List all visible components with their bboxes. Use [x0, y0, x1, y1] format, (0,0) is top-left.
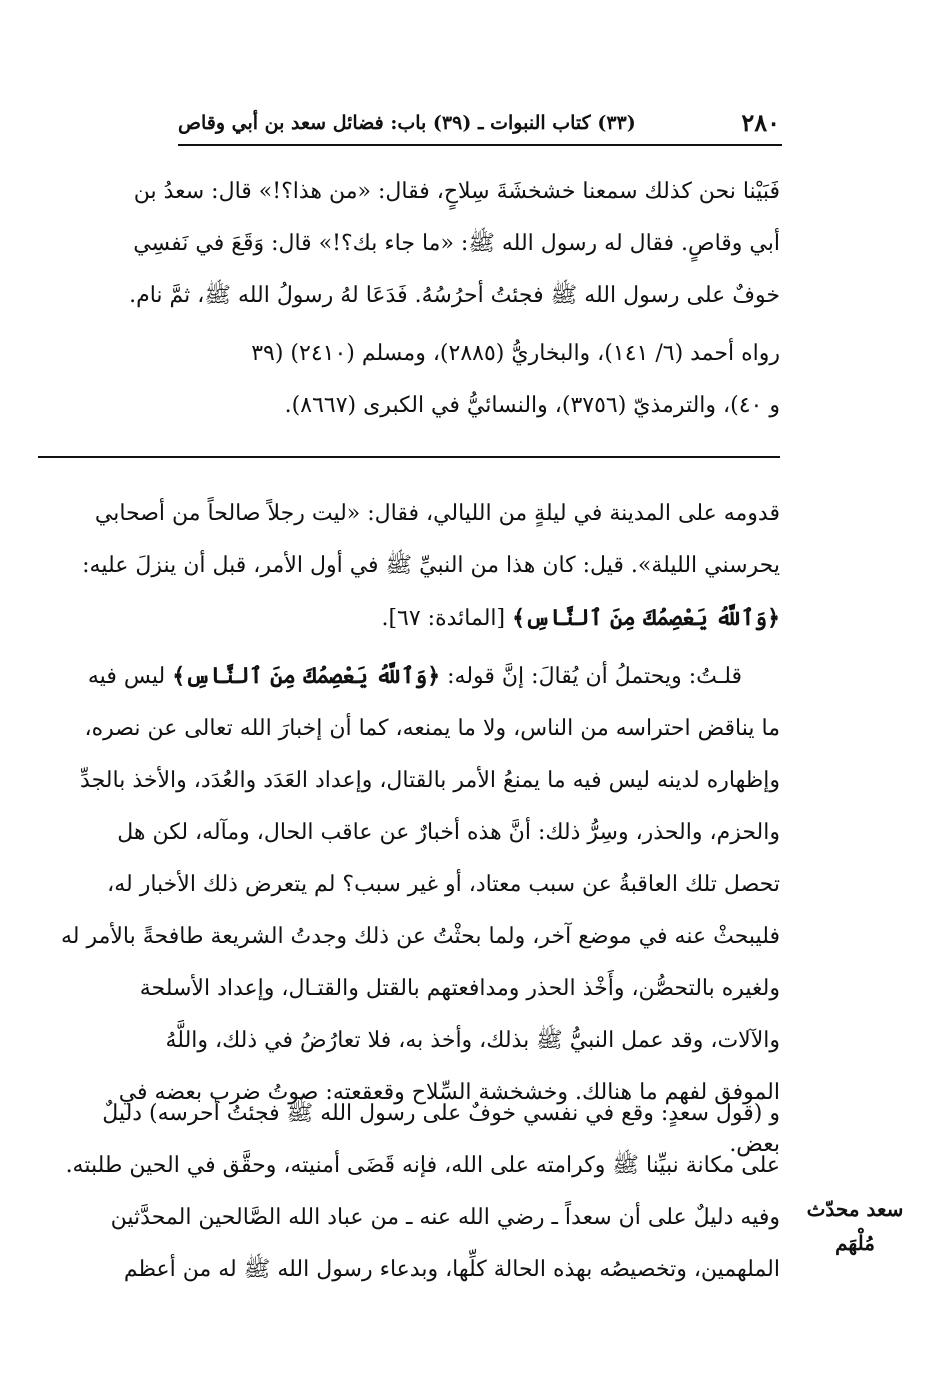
- commentary-line: الملهمين، وتخصيصُه بهذه الحالة كلِّها، وبدعاء رسول الله ﷺ له من أعظم: [123, 1257, 780, 1282]
- hadith-text: [38, 166, 780, 322]
- commentary-line: الموفق لفهم ما هنالك. وخشخشة السِّلاح وقعقعته: صوتُ ضرب بعضه في: [118, 1080, 780, 1105]
- commentary-line: وإظهاره لدينه ليس فيه ما يمنعُ الأمر بالقتال، وإعداد العَدَد والعُدَد، والأخذ بالجدِّ: [80, 768, 780, 793]
- commentary-line: والحزم، والحذر، وسِرُّ ذلك: أنَّ هذه أخبارٌ عن عاقب الحال، ومآله، لكن هل: [117, 820, 780, 845]
- quran-verse: ﴿وَٱللَّهُ يَعْصِمُكَ مِنَ ٱلنَّاسِ﴾: [512, 605, 780, 631]
- commentary-fragment: ليس فيه: [87, 664, 173, 689]
- quran-verse: ﴿وَٱللَّهُ يَعْصِمُكَ مِنَ ٱلنَّاسِ﴾: [172, 663, 441, 689]
- takhrij-line: و ٤٠)، والترمذيّ (٣٧٥٦)، والنسائيُّ في الكبرى (٨٦٦٧).: [284, 393, 780, 418]
- commentary-line: تحصل تلك العاقبةُ عن سبب معتاد، أو غير سبب؟ لم يتعرض ذلك الأخبار له،: [107, 872, 780, 897]
- commentary-line: يحرسني الليلة». قيل: كان هذا من النبيِّ ﷺ في أول الأمر، قبل أن ينزلَ عليه:: [82, 553, 780, 578]
- margin-note: [800, 1192, 910, 1260]
- commentary-line: على مكانة نبيِّنا ﷺ وكرامته على الله، فإنه قَضَى أمنيته، وحقَّق في الحين طلبته.: [65, 1153, 780, 1178]
- margin-note-line: سعد محدّث: [806, 1197, 904, 1221]
- commentary-paragraph-1: [38, 488, 780, 645]
- section-divider: [38, 456, 780, 458]
- commentary-line: [38, 592, 780, 645]
- qultu-text: قلـتُ: ويحتملُ أن يُقالَ: إنَّ قوله:: [440, 664, 742, 689]
- verse-reference: [المائدة: ٦٧].: [381, 606, 513, 631]
- page-number: ٢٨٠: [741, 108, 780, 137]
- page-header: [178, 108, 780, 140]
- header-rule: [178, 144, 782, 146]
- running-title: (٣٣) كتاب النبوات ـ (٣٩) باب: فضائل سعد بن أبي وقاص: [178, 112, 636, 134]
- commentary-paragraph-3: [38, 1088, 780, 1296]
- commentary-line: فليبحثْ عنه في موضع آخر، ولما بحثْتُ عن ذلك وجدتُ الشريعة طافحةً بالأمر له: [60, 924, 780, 949]
- margin-note-line: مُلْهَم: [835, 1231, 875, 1255]
- hadith-line: خوفٌ على رسول الله ﷺ فجئتُ أحرُسُهُ. فَدَعَا لهُ رسولُ الله ﷺ، ثمَّ نام.: [129, 283, 780, 308]
- commentary-line: ما يناقض احتراسه من الناس، ولا ما يمنعه، كما أن إخبارَ الله تعالى عن نصره،: [84, 716, 780, 741]
- commentary-line: ولغيره بالتحصُّن، وأَخْذ الحذر ومدافعتهم بالقتل والقتـال، وإعداد الأسلحة: [139, 976, 780, 1001]
- commentary-line: بعض.: [729, 1132, 780, 1157]
- commentary-line: وفيه دليلٌ على أن سعداً ـ رضي الله عنه ـ من عباد الله الصَّالحين المحدَّثين: [110, 1205, 780, 1230]
- takhrij-line: رواه أحمد (٦/ ١٤١)، والبخاريُّ (٢٨٨٥)، ومسلم (٢٤١٠) (٣٩: [251, 341, 780, 366]
- commentary-line: والآلات، وقد عمل النبيُّ ﷺ بذلك، وأخذ به، فلا تعارُضُ في ذلك، واللَّهُ: [165, 1028, 780, 1053]
- commentary-line: و (قول سعدٍ: وقع في نفسي خوفٌ على رسول الله ﷺ فجئتُ أحرسه) دليلٌ: [102, 1101, 780, 1126]
- hadith-line: أبي وقاصٍ. فقال له رسول الله ﷺ: «ما جاء بك؟!» قال: وَقَعَ في نَفسِي: [133, 231, 780, 256]
- hadith-line: فَبَيْنا نحن كذلك سمعنا خشخشَةَ سِلاحٍ، فقال: «من هذا؟!» قال: سعدُ بن: [133, 179, 780, 204]
- takhrij-text: [38, 328, 780, 432]
- commentary-line: [38, 650, 780, 703]
- commentary-line: قدومه على المدينة في ليلةٍ من الليالي، فقال: «ليت رجلاً صالحاً من أصحابي: [94, 501, 780, 526]
